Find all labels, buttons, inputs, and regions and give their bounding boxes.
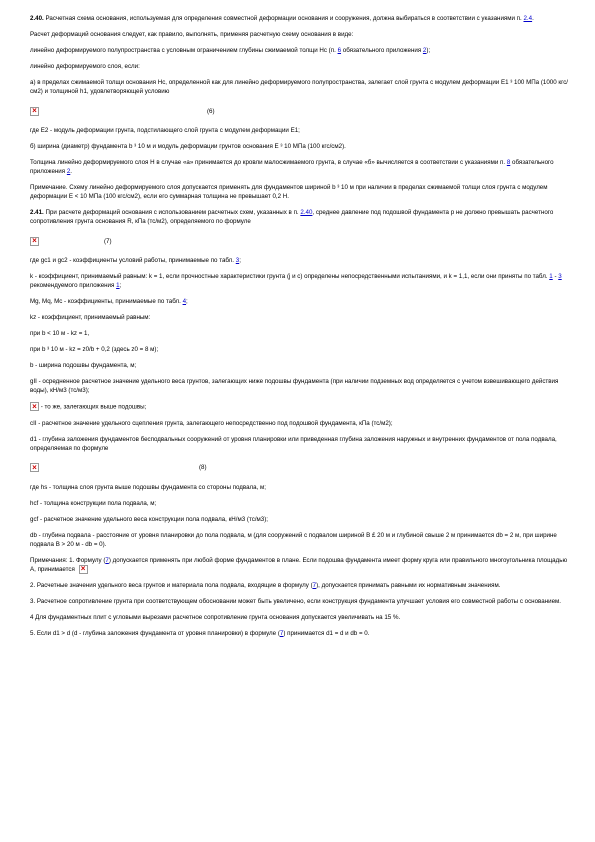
broken-image-icon: × <box>30 107 39 116</box>
formula-number: (6) <box>207 107 215 115</box>
formula-8 <box>30 460 570 476</box>
note-paragraph: 5. Если d1 > d (d - глубина заложения фундамента от уровня планировки) в формуле (7) принимается d1 = d и db = 0. <box>30 629 370 637</box>
paragraph: Расчет деформаций основания следует, как правило, выполнять, применяя расчетную схему основания в виде: <box>30 31 354 38</box>
broken-image-icon: × <box>30 237 39 246</box>
link-item-8[interactable]: 8 <box>506 159 511 166</box>
formula-number: (8) <box>199 464 207 471</box>
clause-number: 2.41. <box>30 209 44 216</box>
note-paragraph: Примечания: 1. Формулу (7) допускается применять при любой форме фундаментов в плане. Если подошва фундамента имеет форму круга или правильного многоугольника площадью А, принимается × <box>30 556 568 573</box>
paragraph: hcf - толщина конструкции пола подвала, м; <box>30 499 157 507</box>
paragraph: а) в пределах сжимаемой толщи основания Нс, определенной как для линейно деформируемого полупространства, залегает слой грунта с модулем деформации Е1 ³ 100 МПа (1000 кгс/см2) и толщиной h1, удовлетворяющей условию <box>30 79 569 95</box>
formula-number: (7) <box>104 237 112 245</box>
paragraph: kz - коэффициент, принимаемый равным: <box>30 314 151 321</box>
note-paragraph: Примечание. Схему линейно деформируемого слоя допускается применять для фундаментов шириной b ³ 10 м при наличии в пределах сжимаемой толщи слоя грунта с модулем деформации Е < 10 МПа (100 кгс/см2), если его суммарная толщина не превышает 0,2 Н. <box>30 184 548 200</box>
paragraph: gcf - расчетное значение удельного веса конструкции пола подвала, кН/м3 (тс/м3); <box>30 515 269 523</box>
note-paragraph: 3. Расчетное сопротивление грунта при соответствующем обосновании может быть увеличено, если конструкция фундамента улучшает условия его совместной работы с основанием. <box>30 597 561 605</box>
note-paragraph: 4 Для фундаментных плит с угловыми вырезами расчетное сопротивление грунта основания допускается увеличивать на 15 %. <box>30 613 401 621</box>
paragraph: gII - осредненное расчетное значение удельного веса грунтов, залегающих ниже подошвы фундамента (при наличии подземных вод определяется с учетом взвешивающего действия воды), кН/м3 (тс/м3); <box>30 378 559 394</box>
link-appendix-2[interactable]: 2 <box>66 168 71 175</box>
formula-7 <box>30 233 570 249</box>
paragraph-2-40: 2.40. Расчетная схема основания, используемая для определения совместной деформации основания и сооружения, должна выбираться в соответствии с указаниями п. 2.4. <box>30 15 534 22</box>
link-table-1[interactable]: 1 <box>549 273 553 280</box>
note-paragraph: 2. Расчетные значения удельного веса грунтов и материала пола подвала, входящие в формулу (7), допускается принимать равными их нормативным значениям. <box>30 581 501 589</box>
link-appendix-1[interactable]: 1 <box>116 282 120 289</box>
paragraph-2-41: 2.41. При расчете деформаций основания с использованием расчетных схем, указанных в п. 2.40, среднее давление под подошвой фундамента р не должно превышать расчетного сопротивления грунта основания R, кПа (тс/м2), определяемого по формуле <box>30 209 554 225</box>
paragraph: k - коэффициент, принимаемый равным: k = 1, если прочностные характеристики грунта (j и с) определены непосредственными испытаниями, и k = 1,1, если они приняты по табл. 1 - 3 рекомендуемого приложения 1; <box>30 273 562 289</box>
formula-6 <box>30 103 570 119</box>
paragraph: б) ширина (диаметр) фундамента b ³ 10 м и модуль деформации грунтов основания Е ³ 10 МПа (100 кгс/см2). <box>30 143 346 150</box>
paragraph: где hs - толщина слоя грунта выше подошвы фундамента со стороны подвала, м; <box>30 483 267 491</box>
broken-image-icon: × <box>79 565 88 574</box>
link-formula-7[interactable]: 7 <box>105 556 109 564</box>
link-formula-7[interactable]: 7 <box>312 581 317 589</box>
link-clause-2-4[interactable]: 2.4 <box>523 15 533 22</box>
paragraph: линейно деформируемого слоя, если: <box>30 63 140 70</box>
paragraph: cII - расчетное значение удельного сцепления грунта, залегающего непосредственно под подошвой фундамента, кПа (тс/м2); <box>30 419 393 427</box>
paragraph: d1 - глубина заложения фундаментов бесподвальных сооружений от уровня планировки или приведенная глубина заложения наружных и внутренних фундаментов от пола подвала, определяемая по формуле <box>30 435 557 452</box>
paragraph: × - то же, залегающих выше подошвы; <box>30 402 570 412</box>
paragraph: Mg, Mq, Mc - коэффициенты, принимаемые по табл. 4; <box>30 298 188 305</box>
paragraph: при b < 10 м - kz = 1, <box>30 330 90 337</box>
link-table-3[interactable]: 3 <box>235 257 240 264</box>
link-table-3[interactable]: 3 <box>558 273 562 280</box>
paragraph: где Е2 - модуль деформации грунта, подстилающего слой грунта с модулем деформации Е1; <box>30 127 300 134</box>
paragraph-text: Расчетная схема основания, используемая для определения совместной деформации основания и сооружения, должна выбираться в соответствии с указаниями п. <box>45 15 522 22</box>
paragraph: при b ³ 10 м - kz = z0/b + 0,2 (здесь z0 = 8 м); <box>30 346 159 353</box>
paragraph: линейно деформируемого полупространства с условным ограничением глубины сжимаемой толщи Нс (п. 6 обязательного приложения 2); <box>30 47 431 54</box>
broken-image-icon: × <box>30 402 39 411</box>
document-page <box>30 14 570 645</box>
link-item-6[interactable]: 6 <box>337 47 342 54</box>
broken-image-icon: × <box>30 463 39 472</box>
link-formula-7[interactable]: 7 <box>279 629 284 637</box>
paragraph: где gс1 и gс2 - коэффициенты условий работы, принимаемые по табл. 3; <box>30 257 241 264</box>
paragraph: db - глубина подвала - расстояние от уровня планировки до пола подвала, м (для сооружений с подвалом шириной В £ 20 м и глубиной свыше 2 м принимается db = 2 м, при ширине подвала В > 20 м - db = 0). <box>30 531 557 548</box>
paragraph: Толщина линейно деформируемого слоя Н в случае «а» принимается до кровли малосжимаемого грунта, в случае «б» вычисляется в соответствии с указаниями п. 8 обязательного приложения 2. <box>30 159 554 175</box>
clause-number: 2.40. <box>30 15 44 22</box>
link-appendix-2[interactable]: 2 <box>422 47 427 54</box>
link-table-4[interactable]: 4 <box>182 298 187 305</box>
paragraph: b - ширина подошвы фундамента, м; <box>30 362 137 369</box>
link-clause-2-40[interactable]: 2.40 <box>300 209 313 216</box>
